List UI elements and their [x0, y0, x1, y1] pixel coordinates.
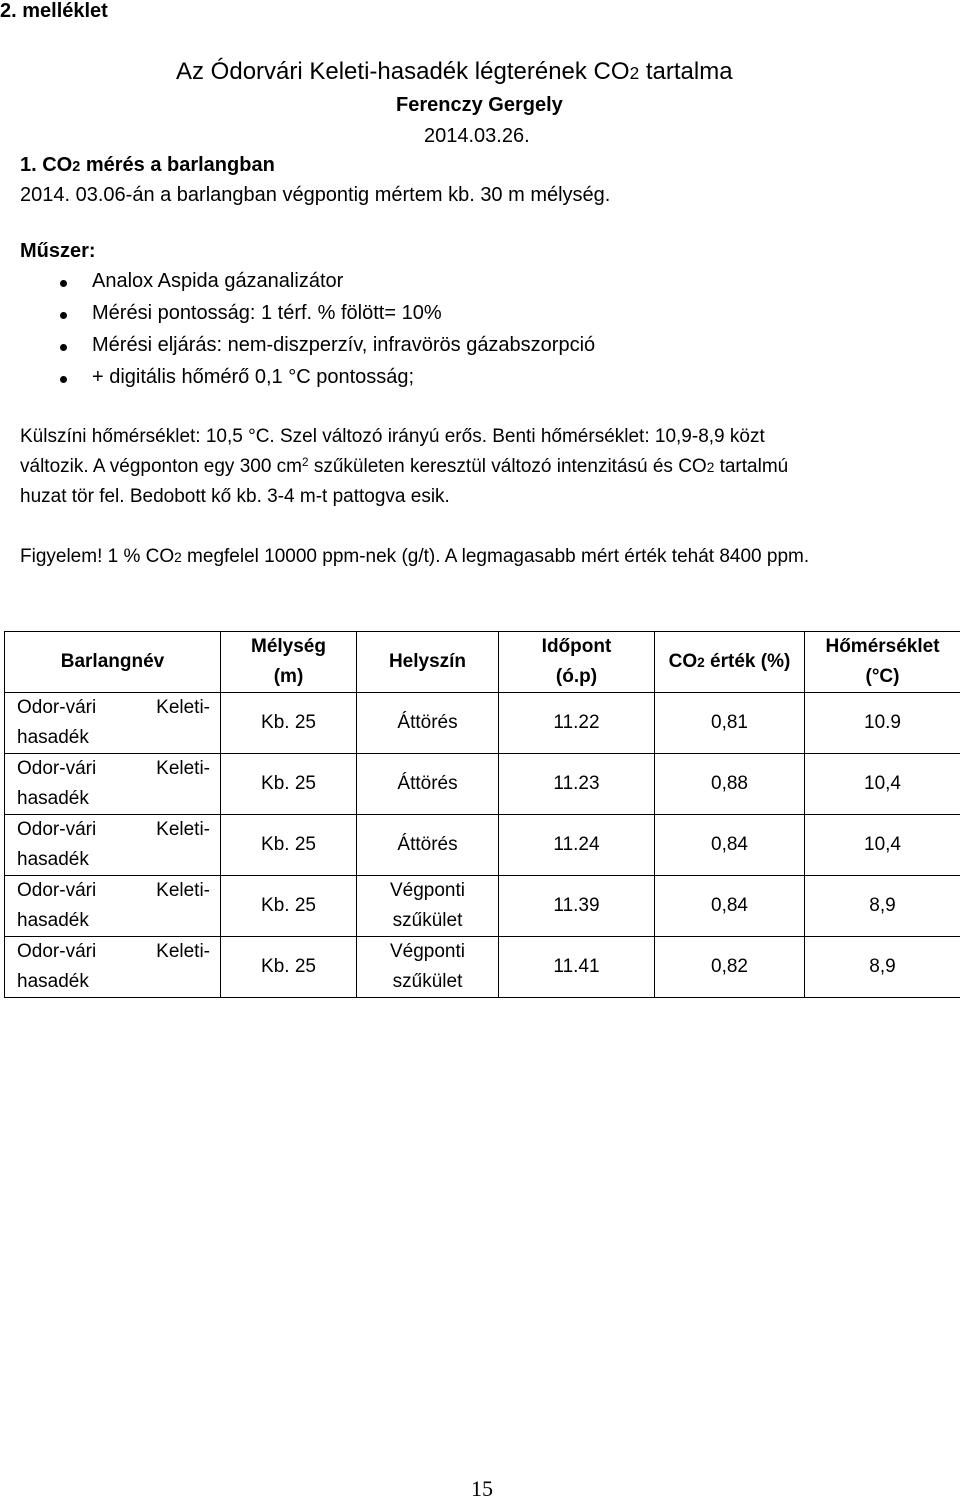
note-line	[20, 546, 809, 568]
bullet-icon	[60, 312, 67, 319]
document-title	[176, 58, 733, 86]
instrument-heading: Műszer:	[20, 240, 96, 263]
author-name: Ferenczy Gergely	[396, 94, 563, 117]
cell-temp: 10,4	[805, 754, 960, 815]
name-part: Odor-vári	[17, 876, 96, 906]
cell-name	[5, 876, 221, 937]
cell-temp: 10,4	[805, 815, 960, 876]
cell-depth: Kb. 25	[221, 754, 357, 815]
cell-location: Áttörés	[357, 754, 499, 815]
title-text: Az Ódorvári Keleti-hasadék légterének CO	[176, 58, 630, 85]
name-part: hasadék	[17, 845, 210, 875]
name-part: Keleti-	[156, 815, 210, 845]
document-date: 2014.03.26.	[424, 125, 530, 148]
name-part: Odor-vári	[17, 754, 96, 784]
name-part: hasadék	[17, 967, 210, 997]
name-part: Keleti-	[156, 876, 210, 906]
header-time: Időpont (ó.p)	[499, 632, 655, 693]
name-part: hasadék	[17, 723, 210, 753]
paragraph-line	[20, 456, 788, 478]
name-part: Keleti-	[156, 693, 210, 723]
cell-location: Áttörés	[357, 693, 499, 754]
paragraph-line: Külszíni hőmérséklet: 10,5 °C. Szel változó irányú erős. Benti hőmérséklet: 10,9-8,9 közt	[20, 426, 765, 448]
name-part: Odor-vári	[17, 693, 96, 723]
cell-temp: 8,9	[805, 937, 960, 998]
note-text: megfelel 10000 ppm-nek (g/t). A legmagasabb mért érték tehát 8400 ppm.	[182, 546, 809, 567]
cell-depth: Kb. 25	[221, 693, 357, 754]
section-heading	[20, 154, 275, 177]
section-heading-text: 1. CO	[20, 154, 72, 176]
cell-name	[5, 937, 221, 998]
list-item: + digitális hőmérő 0,1 °C pontosság;	[92, 366, 414, 389]
name-part: hasadék	[17, 784, 210, 814]
name-part: Keleti-	[156, 754, 210, 784]
header-temp: Hőmérséklet (°C)	[805, 632, 960, 693]
cell-name	[5, 693, 221, 754]
name-part: Odor-vári	[17, 937, 96, 967]
section-heading-text-end: mérés a barlangban	[80, 154, 275, 176]
cell-location: Végponti szűkület	[357, 876, 499, 937]
bullet-icon	[60, 376, 67, 383]
title-subscript: 2	[630, 63, 640, 83]
cell-temp: 10.9	[805, 693, 960, 754]
section-heading-subscript: 2	[72, 159, 80, 175]
header-location: Helyszín	[357, 632, 499, 693]
cell-time: 11.41	[499, 937, 655, 998]
cell-time: 11.23	[499, 754, 655, 815]
table-row	[5, 815, 960, 876]
title-text-end: tartalma	[639, 58, 732, 85]
cell-time: 11.39	[499, 876, 655, 937]
bullet-icon	[60, 280, 67, 287]
cell-depth: Kb. 25	[221, 937, 357, 998]
table-row	[5, 937, 960, 998]
paragraph-text: szűkületen keresztül változó intenzitású és CO	[309, 456, 707, 477]
subscript: 2	[174, 550, 182, 565]
paragraph-line: huzat tör fel. Bedobott kő kb. 3-4 m-t pattogva esik.	[20, 486, 450, 508]
paragraph-text: változik. A végponton egy 300 cm	[20, 456, 302, 477]
name-part: Keleti-	[156, 937, 210, 967]
cell-name	[5, 815, 221, 876]
header-co2-text-end: érték (%)	[705, 651, 791, 672]
header-co2-text: CO	[669, 651, 698, 672]
cell-location: Áttörés	[357, 815, 499, 876]
header-depth: Mélység (m)	[221, 632, 357, 693]
cell-depth: Kb. 25	[221, 876, 357, 937]
cell-depth: Kb. 25	[221, 815, 357, 876]
table-row	[5, 876, 960, 937]
table-row	[5, 693, 960, 754]
name-part: hasadék	[17, 906, 210, 936]
list-item: Analox Aspida gázanalizátor	[92, 270, 343, 293]
header-co2-subscript: 2	[697, 655, 705, 670]
name-part: Odor-vári	[17, 815, 96, 845]
header-name: Barlangnév	[5, 632, 221, 693]
cell-co2: 0,88	[655, 754, 805, 815]
page-number: 15	[471, 1476, 493, 1502]
cell-time: 11.22	[499, 693, 655, 754]
bullet-icon	[60, 344, 67, 351]
measurement-table	[4, 631, 960, 998]
paragraph-text: tartalmú	[714, 456, 788, 477]
cell-co2: 0,84	[655, 876, 805, 937]
intro-line: 2014. 03.06-án a barlangban végpontig mértem kb. 30 m mélység.	[20, 184, 610, 207]
subscript: 2	[707, 460, 715, 475]
cell-temp: 8,9	[805, 876, 960, 937]
cell-co2: 0,81	[655, 693, 805, 754]
table-row	[5, 754, 960, 815]
table-header-row	[5, 632, 960, 693]
annex-label: 2. melléklet	[0, 0, 108, 23]
superscript: 2	[302, 456, 309, 469]
cell-name	[5, 754, 221, 815]
note-text: Figyelem! 1 % CO	[20, 546, 174, 567]
cell-time: 11.24	[499, 815, 655, 876]
cell-co2: 0,84	[655, 815, 805, 876]
list-item: Mérési eljárás: nem-diszperzív, infravörös gázabszorpció	[92, 334, 595, 357]
cell-location: Végponti szűkület	[357, 937, 499, 998]
cell-co2: 0,82	[655, 937, 805, 998]
header-co2	[655, 632, 805, 693]
list-item: Mérési pontosság: 1 térf. % fölött= 10%	[92, 302, 442, 325]
